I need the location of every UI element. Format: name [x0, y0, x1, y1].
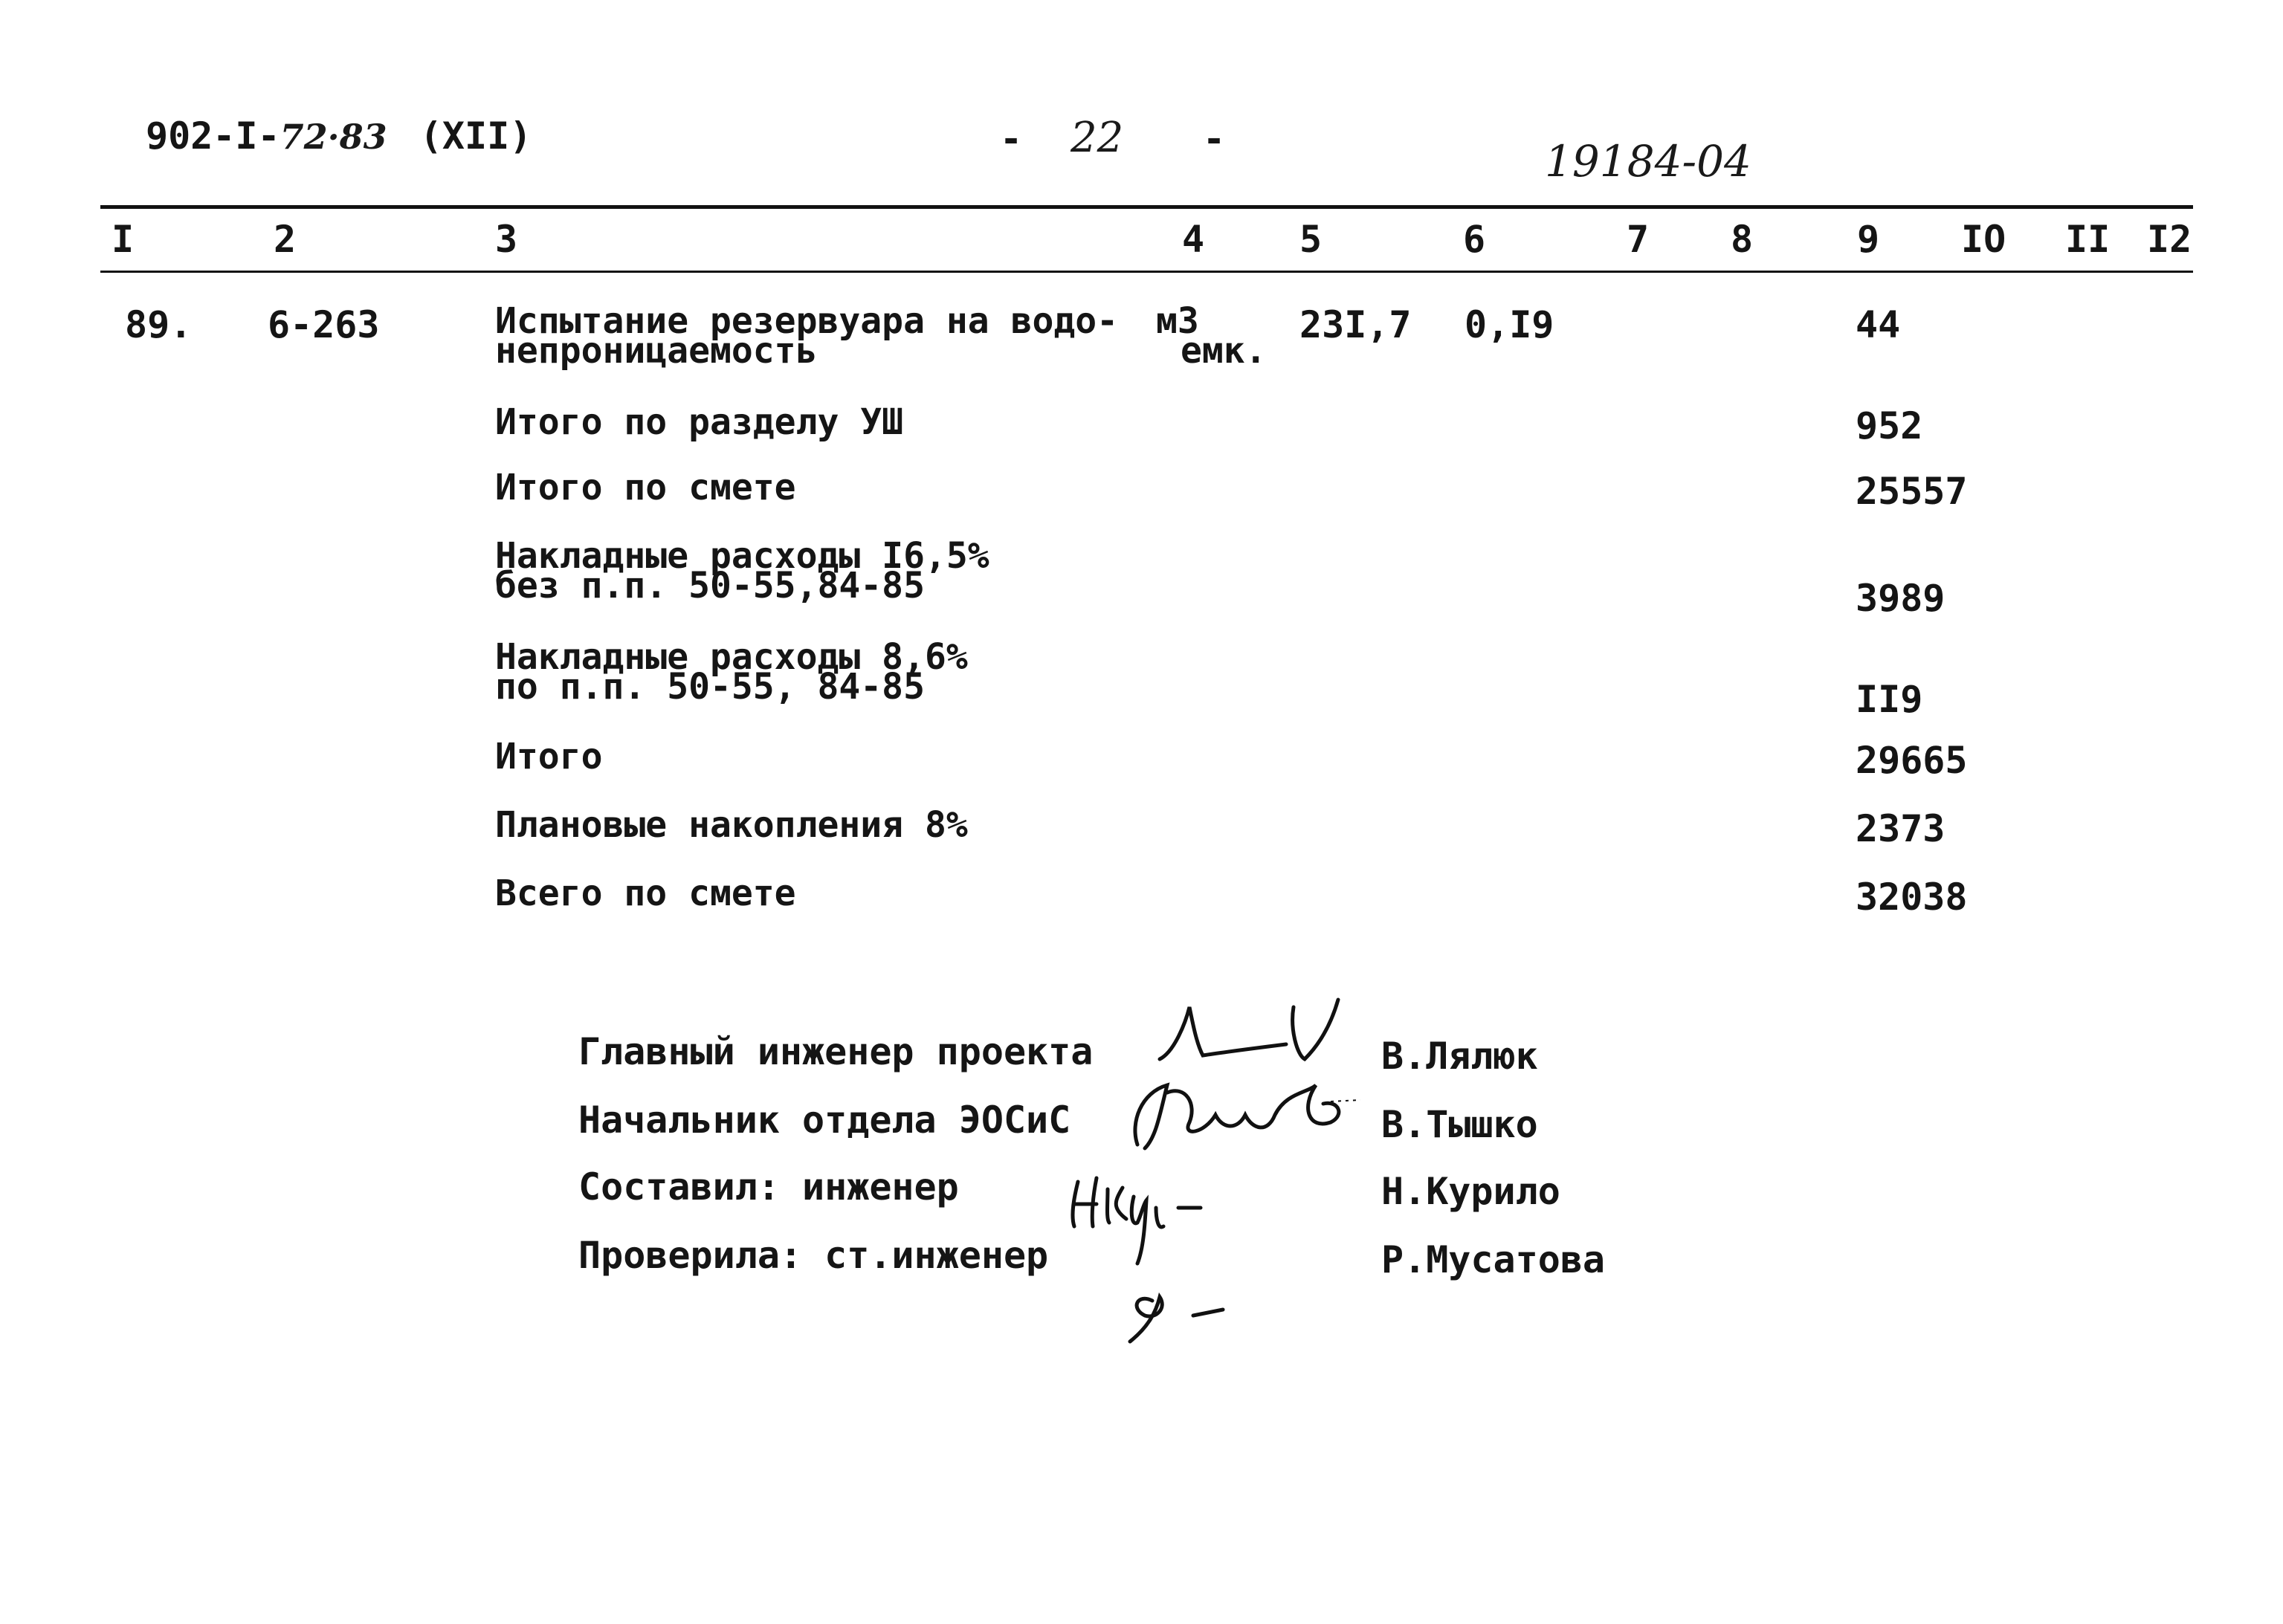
column-header-3: 3	[495, 218, 518, 261]
row-code: 6-263	[268, 303, 380, 346]
row-description-line: Итого	[495, 736, 603, 777]
document-code-handwritten: 72·83	[280, 117, 387, 157]
column-header-9: 9	[1857, 218, 1880, 261]
signature-name: В.Тышко	[1381, 1103, 1538, 1146]
signature-role: Начальник отдела ЭОСиС	[578, 1099, 1071, 1142]
signature-tyshko	[1115, 1063, 1368, 1159]
column-header-7: 7	[1627, 218, 1650, 261]
row-description-line: Накладные расходы 8,6%	[495, 636, 968, 678]
row-description-line: Всего по смете	[495, 873, 796, 914]
row-total: 29665	[1856, 739, 1968, 782]
column-header-10: IO	[1961, 218, 2006, 261]
column-header-8: 8	[1731, 218, 1754, 261]
row-price: 0,I9	[1465, 303, 1554, 346]
page-dash-left: -	[1000, 117, 1023, 161]
signature-kurilo	[1063, 1167, 1256, 1360]
column-header-12: I2	[2147, 218, 2192, 261]
document-code-typed: 902-I-	[146, 114, 280, 158]
row-total: 2373	[1856, 807, 1945, 850]
column-header-1: I	[112, 218, 135, 261]
row-total: II9	[1856, 678, 1923, 721]
column-header-5: 5	[1299, 218, 1323, 261]
signature-name: В.Лялюк	[1381, 1035, 1538, 1078]
page-dash-right: -	[1203, 117, 1226, 161]
row-unit: м3	[1156, 300, 1199, 342]
document-number: 19184-04	[1545, 136, 1751, 187]
column-header-2: 2	[274, 218, 297, 261]
row-description-line: Плановые накопления 8%	[495, 804, 968, 846]
signature-role: Главный инженер проекта	[578, 1030, 1094, 1073]
row-description-line: Накладные расходы I6,5%	[495, 535, 989, 577]
page-number: 22	[1071, 114, 1124, 162]
signature-role: Составил: инженер	[578, 1165, 959, 1209]
row-description-line: по п.п. 50-55, 84-85	[495, 666, 925, 708]
row-description-line: без п.п. 50-55,84-85	[495, 565, 925, 606]
signature-name: Р.Мусатова	[1381, 1238, 1606, 1281]
row-total: 32038	[1856, 876, 1968, 919]
row-description-line: Испытание резервуара на водо-	[495, 300, 1119, 342]
row-quantity: 23I,7	[1299, 303, 1412, 346]
row-number: 89.	[125, 303, 193, 346]
row-description-line: Итого по разделу УШ	[495, 401, 904, 443]
signature-role: Проверила: ст.инженер	[578, 1234, 1049, 1277]
column-header-4: 4	[1182, 218, 1205, 261]
row-total: 44	[1856, 303, 1901, 346]
row-total: 952	[1856, 404, 1923, 447]
table-top-rule	[100, 205, 2193, 209]
row-unit: емк.	[1181, 330, 1267, 372]
document-code	[146, 114, 532, 158]
row-total: 25557	[1856, 470, 1968, 513]
row-total: 3989	[1856, 577, 1945, 620]
table-header-rule	[100, 271, 2193, 273]
row-description-line: непроницаемость	[495, 330, 818, 372]
document-code-suffix: (XII)	[419, 114, 532, 158]
column-header-6: 6	[1463, 218, 1486, 261]
row-description-line: Итого по смете	[495, 467, 796, 508]
column-header-11: II	[2065, 218, 2111, 261]
signature-name: Н.Курило	[1381, 1170, 1560, 1213]
